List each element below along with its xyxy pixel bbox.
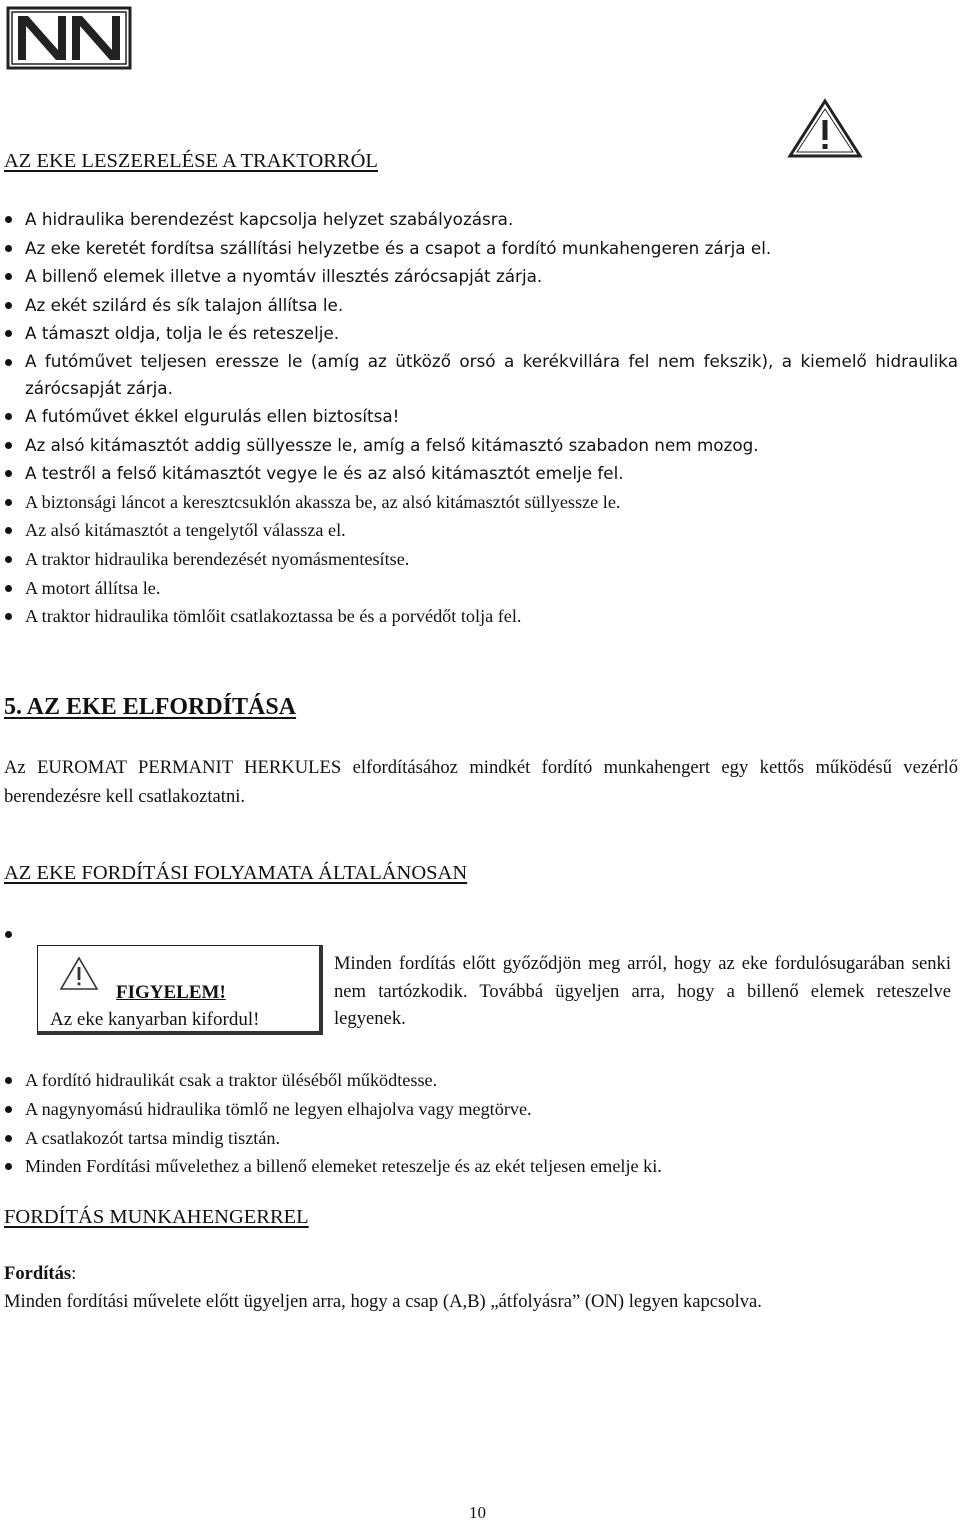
section-title-process: AZ EKE FORDÍTÁSI FOLYAMATA ÁLTALÁNOSAN — [4, 862, 468, 884]
list-item: A támaszt oldja, tolja le és reteszelje. — [0, 319, 958, 348]
section-title-cylinder: FORDÍTÁS MUNKAHENGERREL — [4, 1206, 309, 1228]
bullet-icon — [5, 585, 12, 592]
section-title-removal: AZ EKE LESZERELÉSE A TRAKTORRÓL — [4, 150, 378, 172]
turning-paragraph: Minden fordítási művelete előtt ügyeljen arra, hogy a csap (A,B) „átfolyásra” (ON) legyen kapcsolva. — [4, 1291, 762, 1312]
bullet-icon — [5, 931, 12, 938]
warning-title: FIGYELEM! — [116, 982, 226, 1003]
bullet-icon — [5, 613, 12, 620]
list-item: A testről a felső kitámasztót vegye le és az alsó kitámasztót emelje fel. — [0, 459, 958, 488]
page-number: 10 — [469, 1503, 486, 1522]
process-rules-list — [0, 1066, 958, 1181]
bullet-icon — [5, 527, 12, 534]
intro-paragraph: Az EUROMAT PERMANIT HERKULES elfordításához mindkét fordító munkahengert egy kettős működésű vezérlő berendezésre kell csatlakoztatni. — [4, 757, 958, 807]
list-item: Az eke keretét fordítsa szállítási helyzetbe és a csapot a fordító munkahengeren zárja el. — [0, 234, 958, 263]
bullet-icon — [5, 1163, 12, 1170]
bullet-icon — [5, 1106, 12, 1113]
warning-note: Minden fordítás előtt győződjön meg arról, hogy az eke fordulósugarában senki nem tartózkodik. Továbbá ügyeljen arra, hogy a billenő elemek reteszelve legyenek. — [334, 953, 951, 1029]
list-item: A traktor hidraulika tömlőit csatlakoztassa be és a porvédőt tolja fel. — [0, 602, 958, 631]
list-item: Az ekét szilárd és sík talajon állítsa le. — [0, 291, 958, 320]
bullet-icon — [5, 499, 12, 506]
company-logo-icon — [6, 6, 132, 70]
list-item: A hidraulika berendezést kapcsolja helyzet szabályozásra. — [0, 205, 958, 234]
warning-triangle-icon — [59, 956, 99, 992]
list-item: A motort állítsa le. — [0, 574, 958, 603]
list-item: A nagynyomású hidraulika tömlő ne legyen elhajolva vagy megtörve. — [0, 1095, 958, 1124]
bullet-icon — [5, 359, 12, 366]
list-item: Az alsó kitámasztót addig süllyessze le, amíg a felső kitámasztó szabadon nem mozog. — [0, 431, 958, 460]
bullet-icon — [5, 442, 12, 449]
bullet-icon — [5, 273, 12, 280]
list-item: A fordító hidraulikát csak a traktor üléséből működtesse. — [0, 1066, 958, 1095]
bullet-icon — [5, 1135, 12, 1142]
removal-steps-list — [0, 205, 958, 631]
list-item: A biztonsági láncot a keresztcsuklón akassza be, az alsó kitámasztót süllyessze le. — [0, 488, 958, 517]
turning-label: Fordítás: — [4, 1263, 77, 1284]
bullet-icon — [5, 1077, 12, 1084]
warning-box — [37, 945, 323, 1035]
list-item: A traktor hidraulika berendezését nyomásmentesítse. — [0, 545, 958, 574]
list-item: A futóművet teljesen eressze le (amíg az ütköző orsó a kerékvillára fel nem fekszik), a kiemelő hidraulika zárócsapját zárja. — [0, 348, 958, 402]
warning-text: Az eke kanyarban kifordul! — [50, 1009, 260, 1030]
list-item: A futóművet ékkel elgurulás ellen biztosítsa! — [0, 402, 958, 431]
bullet-icon — [5, 556, 12, 563]
bullet-icon — [5, 245, 12, 252]
bullet-icon — [5, 330, 12, 337]
warning-triangle-icon — [787, 98, 863, 160]
chapter-title: 5. AZ EKE ELFORDÍTÁSA — [4, 694, 297, 720]
bullet-icon — [5, 413, 12, 420]
list-item: Az alsó kitámasztót a tengelytől válassza el. — [0, 516, 958, 545]
bullet-icon — [5, 216, 12, 223]
list-item: Minden Fordítási művelethez a billenő elemeket reteszelje és az ekét teljesen emelje ki. — [0, 1152, 958, 1181]
list-item: A csatlakozót tartsa mindig tisztán. — [0, 1124, 958, 1153]
list-item: A billenő elemek illetve a nyomtáv illesztés zárócsapját zárja. — [0, 262, 958, 291]
bullet-icon — [5, 302, 12, 309]
bullet-icon — [5, 470, 12, 477]
